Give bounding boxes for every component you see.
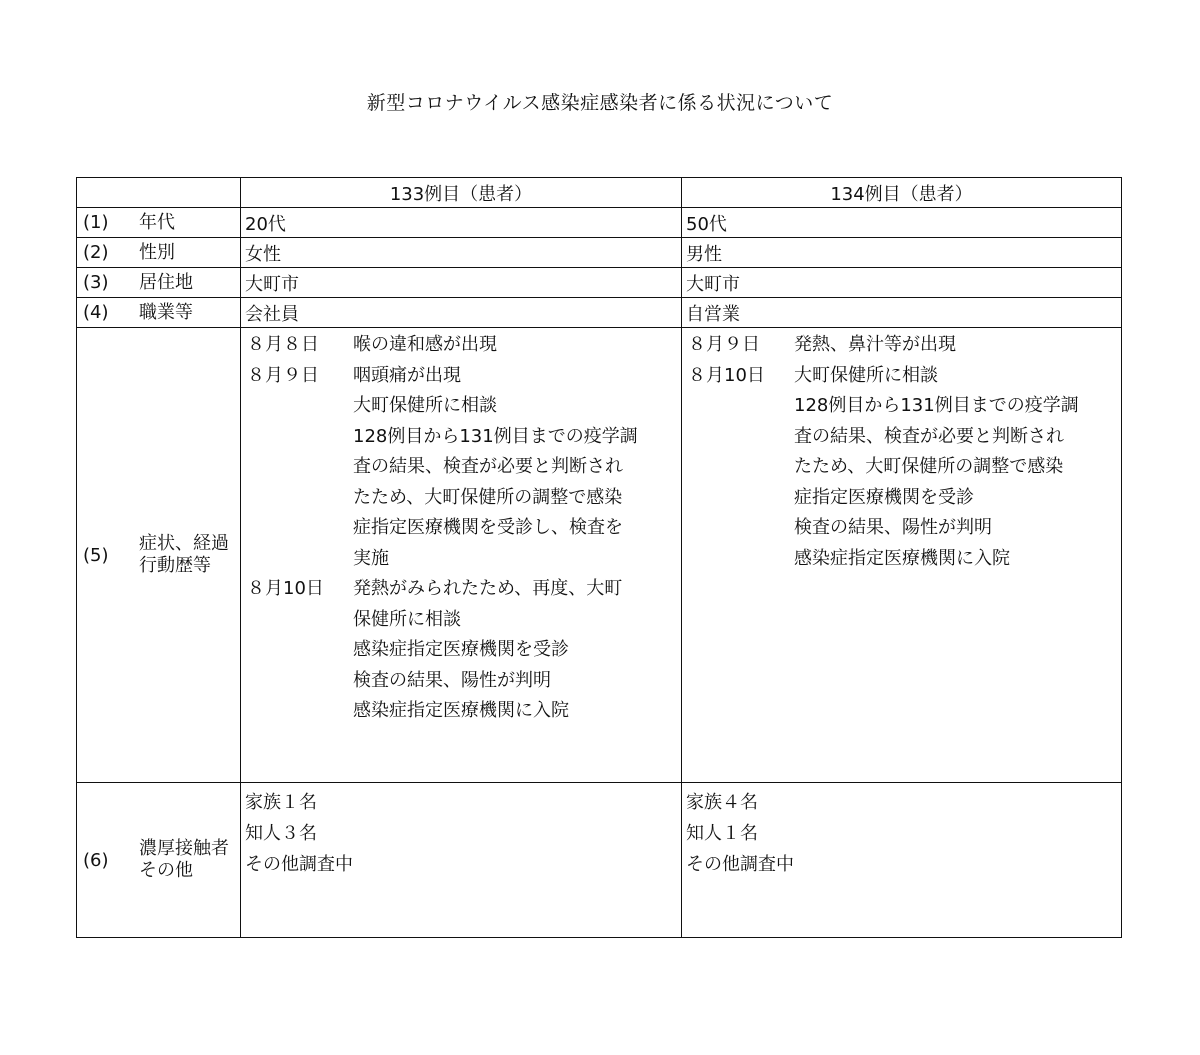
timeline-text: 症指定医療機関を受診 — [794, 486, 974, 508]
timeline-text: 大町保健所に相談 — [794, 364, 938, 386]
timeline-entry — [688, 330, 1121, 361]
timeline-entry — [247, 391, 681, 422]
row-label: 居住地 — [139, 271, 193, 293]
document-title: 新型コロナウイルス感染症感染者に係る状況について — [366, 92, 834, 114]
timeline-date — [247, 391, 353, 422]
timeline-text: 感染症指定医療機関に入院 — [794, 547, 1010, 569]
timeline-date — [247, 422, 353, 453]
timeline-text: 咽頭痛が出現 — [353, 364, 461, 386]
symptoms-timeline-case-133 — [241, 328, 682, 783]
timeline-text: たため、大町保健所の調整で感染 — [794, 456, 1064, 477]
row-number: (6) — [83, 849, 109, 871]
header-case-133: 133例目（患者） — [241, 178, 682, 208]
contact-line: その他調査中 — [245, 854, 353, 875]
timeline-date — [247, 605, 353, 636]
timeline-entry — [247, 330, 681, 361]
timeline-date: ８月８日 — [247, 334, 319, 355]
timeline-text: 検査の結果、陽性が判明 — [353, 669, 551, 691]
contact-line: 知人３名 — [245, 823, 317, 844]
timeline-entry — [247, 483, 681, 514]
timeline-text: 感染症指定医療機関に入院 — [353, 700, 569, 721]
timeline-entry — [247, 513, 681, 544]
timeline-text: 査の結果、検査が必要と判断され — [353, 456, 623, 477]
timeline-entry — [247, 544, 681, 575]
timeline-entry — [688, 452, 1121, 483]
timeline-text: 発熱がみられたため、再度、大町 — [353, 578, 623, 599]
timeline-text: 喉の違和感が出現 — [353, 334, 497, 355]
symptoms-timeline-case-134 — [682, 328, 1122, 783]
row-sex — [77, 238, 1122, 268]
timeline-entry — [688, 391, 1121, 422]
contact-line: 知人１名 — [686, 823, 758, 844]
timeline-date: ８月10日 — [688, 364, 765, 386]
timeline-text: 128例目から131例目までの疫学調 — [353, 425, 638, 447]
timeline-date — [688, 513, 794, 544]
residence-case-133: 大町市 — [241, 268, 682, 298]
timeline-text: 検査の結果、陽性が判明 — [794, 517, 992, 538]
timeline-entry — [688, 544, 1121, 575]
timeline-text: 発熱、鼻汁等が出現 — [794, 334, 956, 355]
timeline-text: 実施 — [353, 547, 389, 569]
age-case-134: 50代 — [682, 208, 1122, 238]
timeline-date — [247, 452, 353, 483]
timeline-date — [688, 452, 794, 483]
contact-line: その他調査中 — [686, 854, 794, 875]
timeline-entry — [247, 696, 681, 727]
occupation-case-134: 自営業 — [682, 298, 1122, 328]
contact-line: 家族１名 — [245, 792, 317, 813]
timeline-entry — [688, 361, 1121, 392]
timeline-entry — [247, 422, 681, 453]
timeline-entry — [247, 452, 681, 483]
case-table — [76, 177, 1122, 938]
timeline-text: 大町保健所に相談 — [353, 395, 497, 416]
row-label: 職業等 — [139, 301, 193, 323]
row-label: 性別 — [139, 241, 175, 263]
timeline-entry — [247, 361, 681, 392]
age-case-133: 20代 — [241, 208, 682, 238]
timeline-date — [247, 666, 353, 697]
timeline-date — [688, 483, 794, 514]
timeline-text: 症指定医療機関を受診し、検査を — [353, 517, 623, 538]
timeline-date — [247, 635, 353, 666]
timeline-entry — [688, 422, 1121, 453]
row-number: (2) — [83, 242, 109, 263]
row-number: (5) — [83, 544, 109, 566]
timeline-date — [688, 544, 794, 575]
row-symptoms — [77, 328, 1122, 783]
timeline-entry — [247, 574, 681, 605]
row-label: 濃厚接触者 その他 — [139, 838, 229, 881]
row-label: 症状、経過 行動歴等 — [139, 533, 229, 576]
timeline-entry — [247, 605, 681, 636]
row-occupation — [77, 298, 1122, 328]
row-number: (4) — [83, 302, 109, 323]
row-age — [77, 208, 1122, 238]
header-case-134: 134例目（患者） — [682, 178, 1122, 208]
row-number: (1) — [83, 212, 109, 233]
timeline-date — [247, 544, 353, 575]
timeline-entry — [688, 513, 1121, 544]
timeline-entry — [247, 666, 681, 697]
timeline-text: 保健所に相談 — [353, 608, 461, 630]
timeline-text: 査の結果、検査が必要と判断され — [794, 425, 1064, 447]
timeline-date: ８月９日 — [688, 334, 760, 355]
timeline-date — [247, 696, 353, 727]
row-contacts — [77, 783, 1122, 938]
timeline-text: 128例目から131例目までの疫学調 — [794, 395, 1079, 416]
timeline-date — [247, 513, 353, 544]
timeline-date: ８月９日 — [247, 364, 319, 386]
row-residence — [77, 268, 1122, 298]
timeline-entry — [247, 635, 681, 666]
contacts-case-133 — [241, 783, 682, 938]
sex-case-134: 男性 — [682, 238, 1122, 268]
occupation-case-133: 会社員 — [241, 298, 682, 328]
timeline-date — [688, 422, 794, 453]
table-header-row — [77, 178, 1122, 208]
residence-case-134: 大町市 — [682, 268, 1122, 298]
timeline-text: たため、大町保健所の調整で感染 — [353, 486, 623, 508]
timeline-entry — [688, 483, 1121, 514]
sex-case-133: 女性 — [241, 238, 682, 268]
contacts-case-134 — [682, 783, 1122, 938]
timeline-text: 感染症指定医療機関を受診 — [353, 639, 569, 660]
timeline-date: ８月10日 — [247, 578, 324, 599]
contact-line: 家族４名 — [686, 792, 758, 813]
row-label: 年代 — [139, 211, 175, 233]
row-number: (3) — [83, 272, 109, 293]
timeline-date — [688, 391, 794, 422]
header-blank-cell — [77, 178, 241, 208]
timeline-date — [247, 483, 353, 514]
